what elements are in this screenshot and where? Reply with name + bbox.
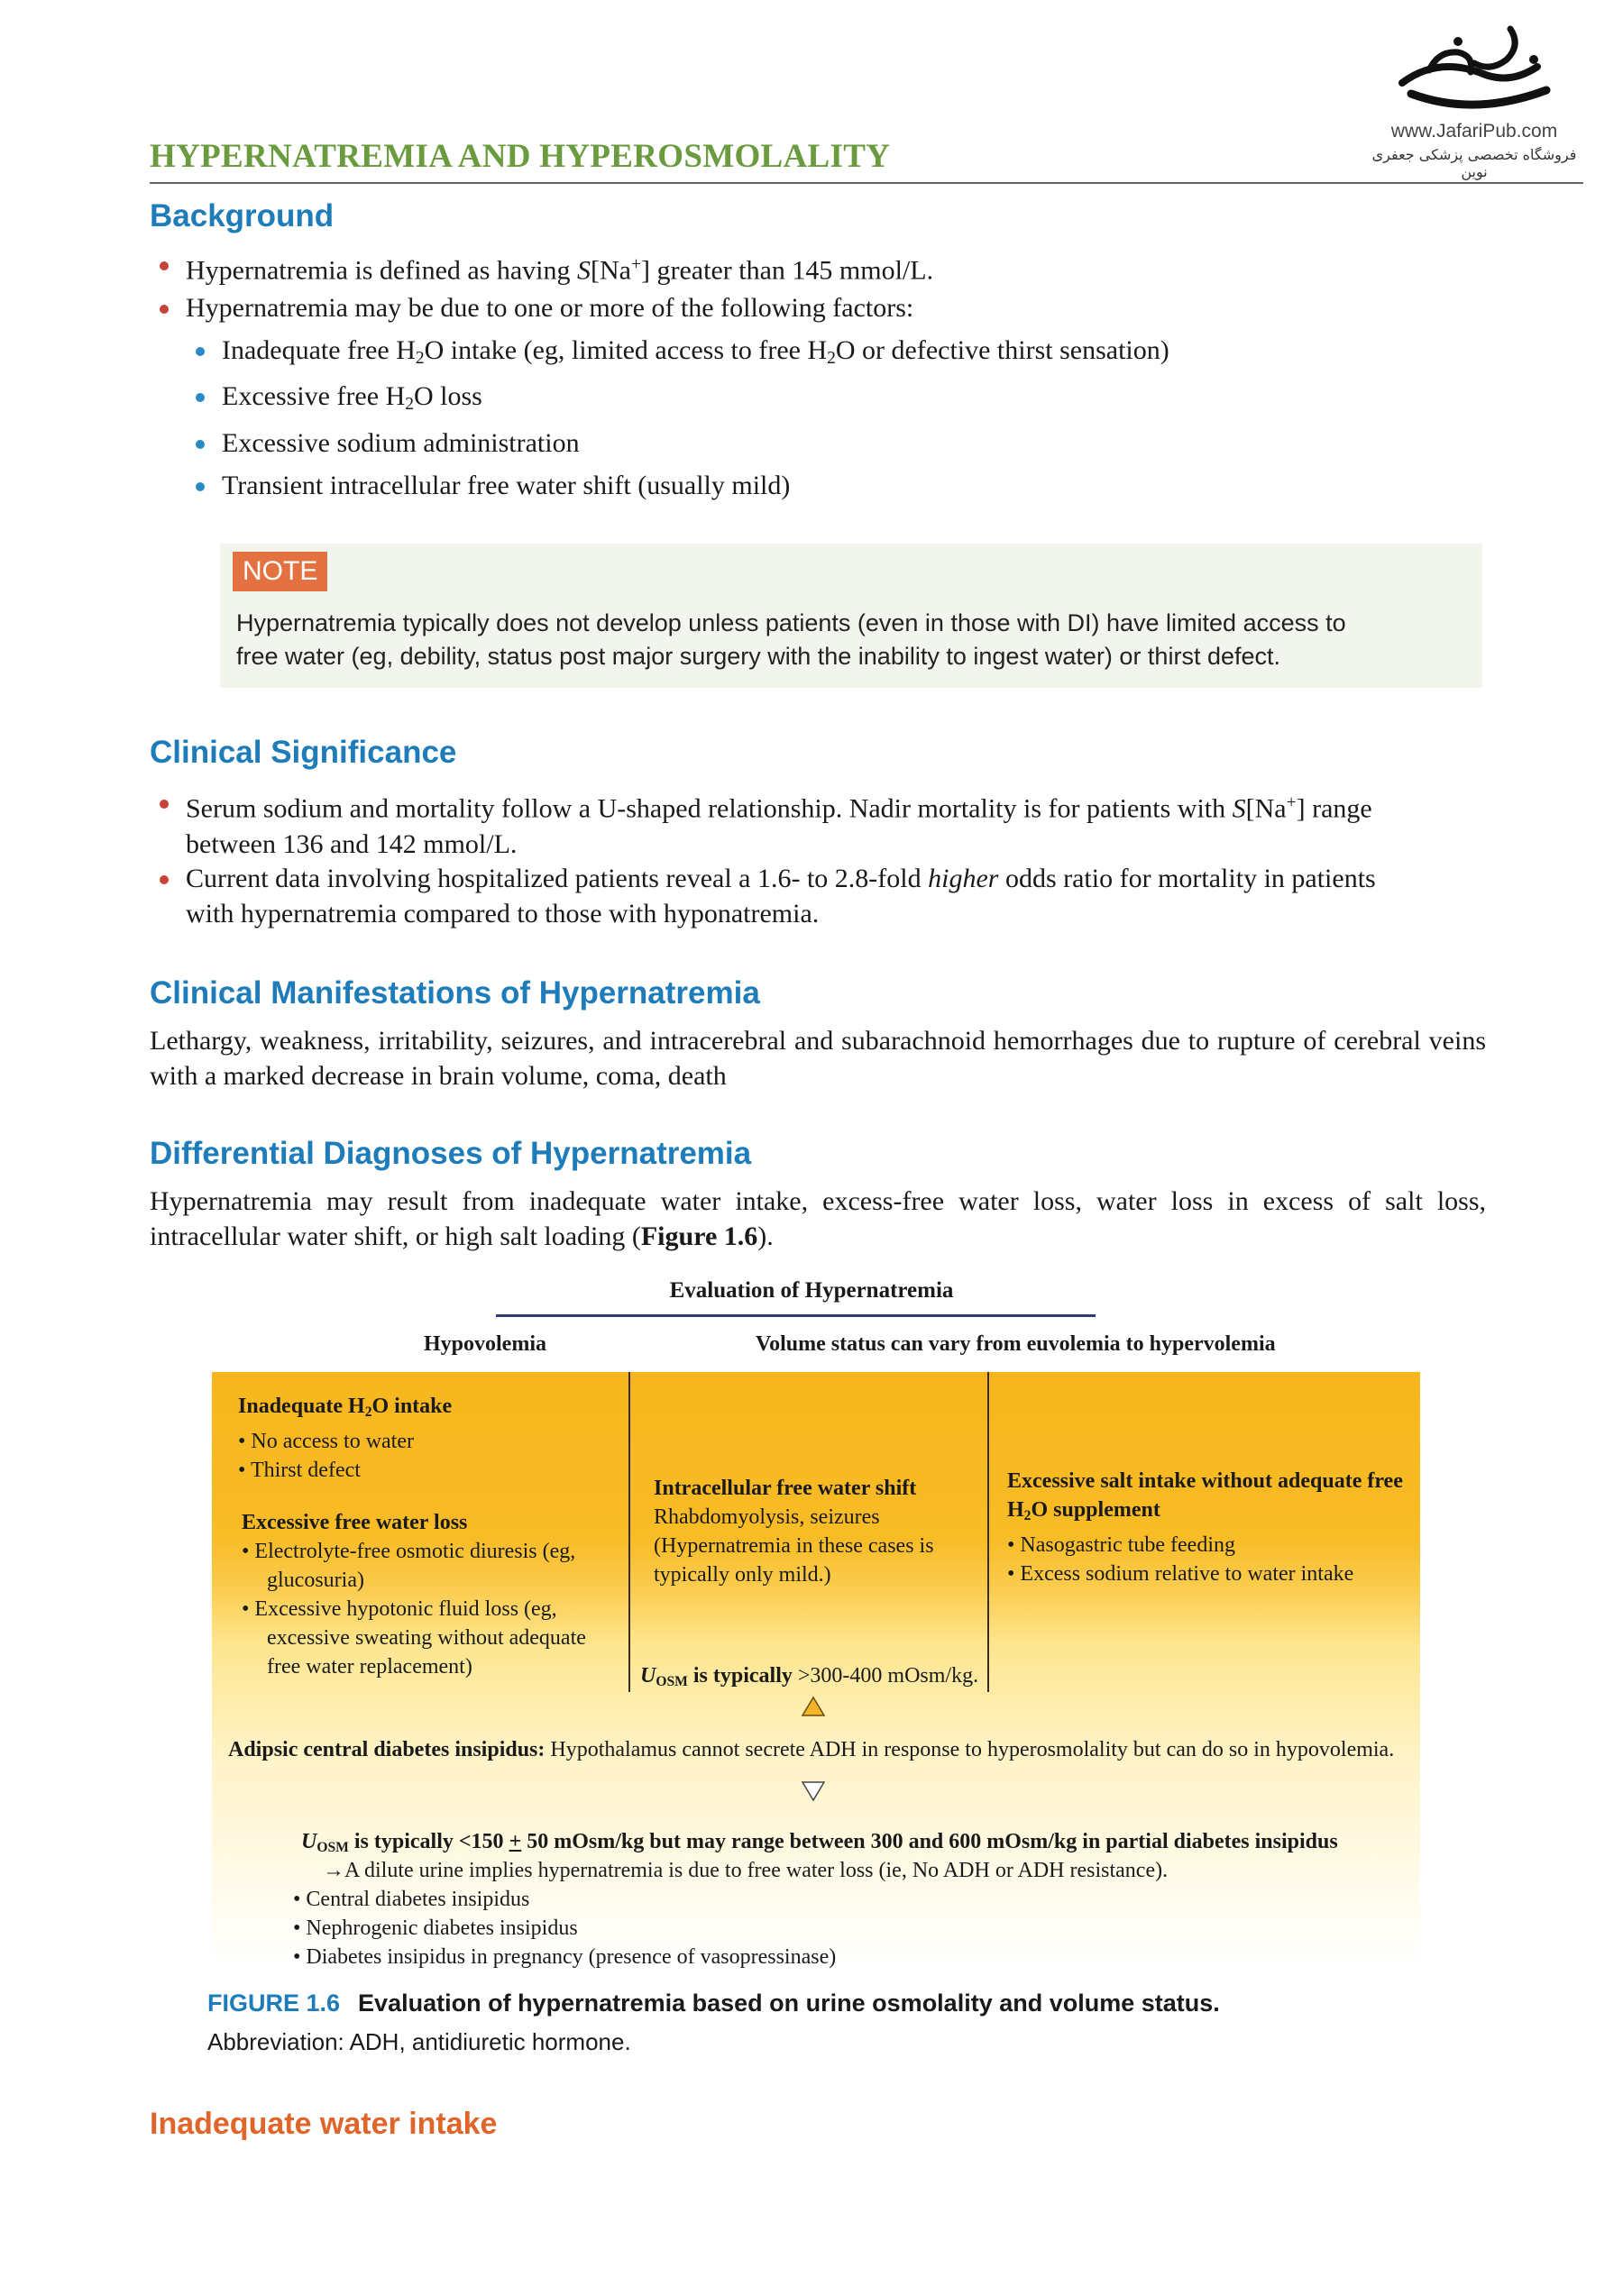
note-tag: NOTE — [233, 552, 327, 591]
figure-title-rule — [496, 1314, 1096, 1317]
figure-caption-text: Evaluation of hypernatremia based on urine osmolality and volume status. — [358, 1990, 1220, 2017]
bullet-dot — [160, 800, 169, 809]
background-bullet-2: Hypernatremia may be due to one or more of the following factors: — [186, 290, 913, 325]
up-triangle-icon — [801, 1696, 826, 1717]
figure-col-2: Intracellular free water shift Rhabdomyolysis, seizures (Hypernatremia in these cases is typically only mild.) — [654, 1477, 934, 1587]
manifestations-heading: Clinical Manifestations of Hypernatremia — [150, 975, 760, 1011]
bullet-dot — [196, 482, 205, 491]
figure-dilute-urine-line: →A dilute urine implies hypernatremia is due to free water loss (ie, No ADH or ADH resistance). — [323, 1859, 1169, 1882]
bullet-dot — [196, 393, 205, 402]
background-heading: Background — [150, 198, 335, 233]
bullet-dot — [196, 347, 205, 356]
figure-divider-2 — [987, 1372, 989, 1692]
down-triangle-icon — [801, 1780, 826, 1802]
differential-text: Hypernatremia may result from inadequate water intake, excess-free water loss, water loss in excess of salt loss, intracellular water shift, or high salt loading (Figure 1.6). — [150, 1186, 1486, 1251]
figure-col-1: Inadequate $H_2O$ intake • No access to water • Thirst defect Excessive free water loss • Electrolyte-free osmotic diuresis (eg, glucosuria) • Excessive hypotonic fluid loss (eg, excessive sweating without adequate free water replacement) — [238, 1395, 586, 1679]
figure-title: Evaluation of Hypernatremia — [669, 1278, 954, 1303]
figure-abbreviation: Abbreviation: ADH, antidiuretic hormone. — [207, 2028, 631, 2055]
background-bullet-1: Hypernatremia is defined as having S[Na+] greater than 145 mmol/L. — [186, 247, 933, 288]
header-rule — [150, 182, 1583, 184]
figure-uosm-high: $U_{OSM}$ is typically >300-400 mOsm/kg. — [640, 1664, 979, 1689]
background-sub-bullet-3: Excessive sodium administration — [222, 425, 580, 461]
manifestations-text: Lethargy, weakness, irritability, seizures, and intracerebral and subarachnoid hemorrhages due to rupture of cerebral veins with a marked decrease in brain volume, coma, death — [150, 1026, 1486, 1091]
background-sub-bullet-4: Transient intracellular free water shift (usually mild) — [222, 468, 790, 503]
bullet-dot — [160, 261, 169, 270]
figure-divider-1 — [628, 1372, 630, 1692]
logo-persian-text: فروشگاه تخصصی پزشکی جعفری نوین — [1371, 146, 1577, 180]
inadequate-water-intake-heading: Inadequate water intake — [150, 2107, 498, 2141]
bullet-dot — [160, 305, 169, 314]
background-sub-bullet-1: Inadequate free $H_2O$ intake (eg, limited access to free $H_2O$ or defective thirst sensation) — [222, 333, 1169, 376]
figure-uosm-low: $U_{OSM}$ is typically <150 + 50 mOsm/kg but may range between 300 and 600 mOsm/kg in partial diabetes insipidus — [301, 1830, 1338, 1855]
background-sub-bullet-2: Excessive free $H_2O$ loss — [222, 379, 482, 422]
bullet-dot — [196, 440, 205, 449]
bullet-dot — [160, 875, 169, 884]
figure-col-head-volume-varies: Volume status can vary from euvolemia to hypervolemia — [756, 1332, 1276, 1356]
figure-caption-number: FIGURE 1.6 — [207, 1990, 341, 2017]
logo-url: www.JafariPub.com — [1390, 121, 1558, 142]
figure-col-head-hypovolemia: Hypovolemia — [424, 1332, 546, 1356]
figure-col-3: Excessive salt intake without adequate free $H_2O$ supplement • Nasogastric tube feeding • Excess sodium relative to water intake — [1007, 1469, 1403, 1586]
figure-adipsic-di: Adipsic central diabetes insipidus: Hypothalamus cannot secrete ADH in response to hyperosmolality but can do so in hypovolemia. — [228, 1738, 1395, 1761]
differential-heading: Differential Diagnoses of Hypernatremia — [150, 1136, 752, 1171]
calligraphy-logo-icon — [1375, 20, 1573, 119]
clinical-significance-bullet-1: Serum sodium and mortality follow a U-shaped relationship. Nadir mortality is for patients with S[Na+] range between 136 and 142 mmol/L. — [186, 785, 1493, 862]
publisher-logo — [1357, 20, 1591, 182]
figure-di-list: • Central diabetes insipidus • Nephrogenic diabetes insipidus • Diabetes insipidus in pregnancy (presence of vasopressinase) — [293, 1888, 837, 1969]
clinical-significance-heading: Clinical Significance — [150, 735, 457, 770]
running-head: HYPERNATREMIA AND HYPEROSMOLALITY — [150, 138, 891, 175]
figure-caption — [207, 1990, 1220, 2017]
note-text: Hypernatremia typically does not develop unless patients (even in those with DI) have limited access to free water (eg, debility, status post major surgery with the inability to ingest water) or thirst defect. — [236, 609, 1346, 670]
clinical-significance-bullet-2: Current data involving hospitalized patients reveal a 1.6- to 2.8-fold higher odds ratio for mortality in patients with hypernatremia compared to those with hyponatremia. — [186, 861, 1493, 931]
